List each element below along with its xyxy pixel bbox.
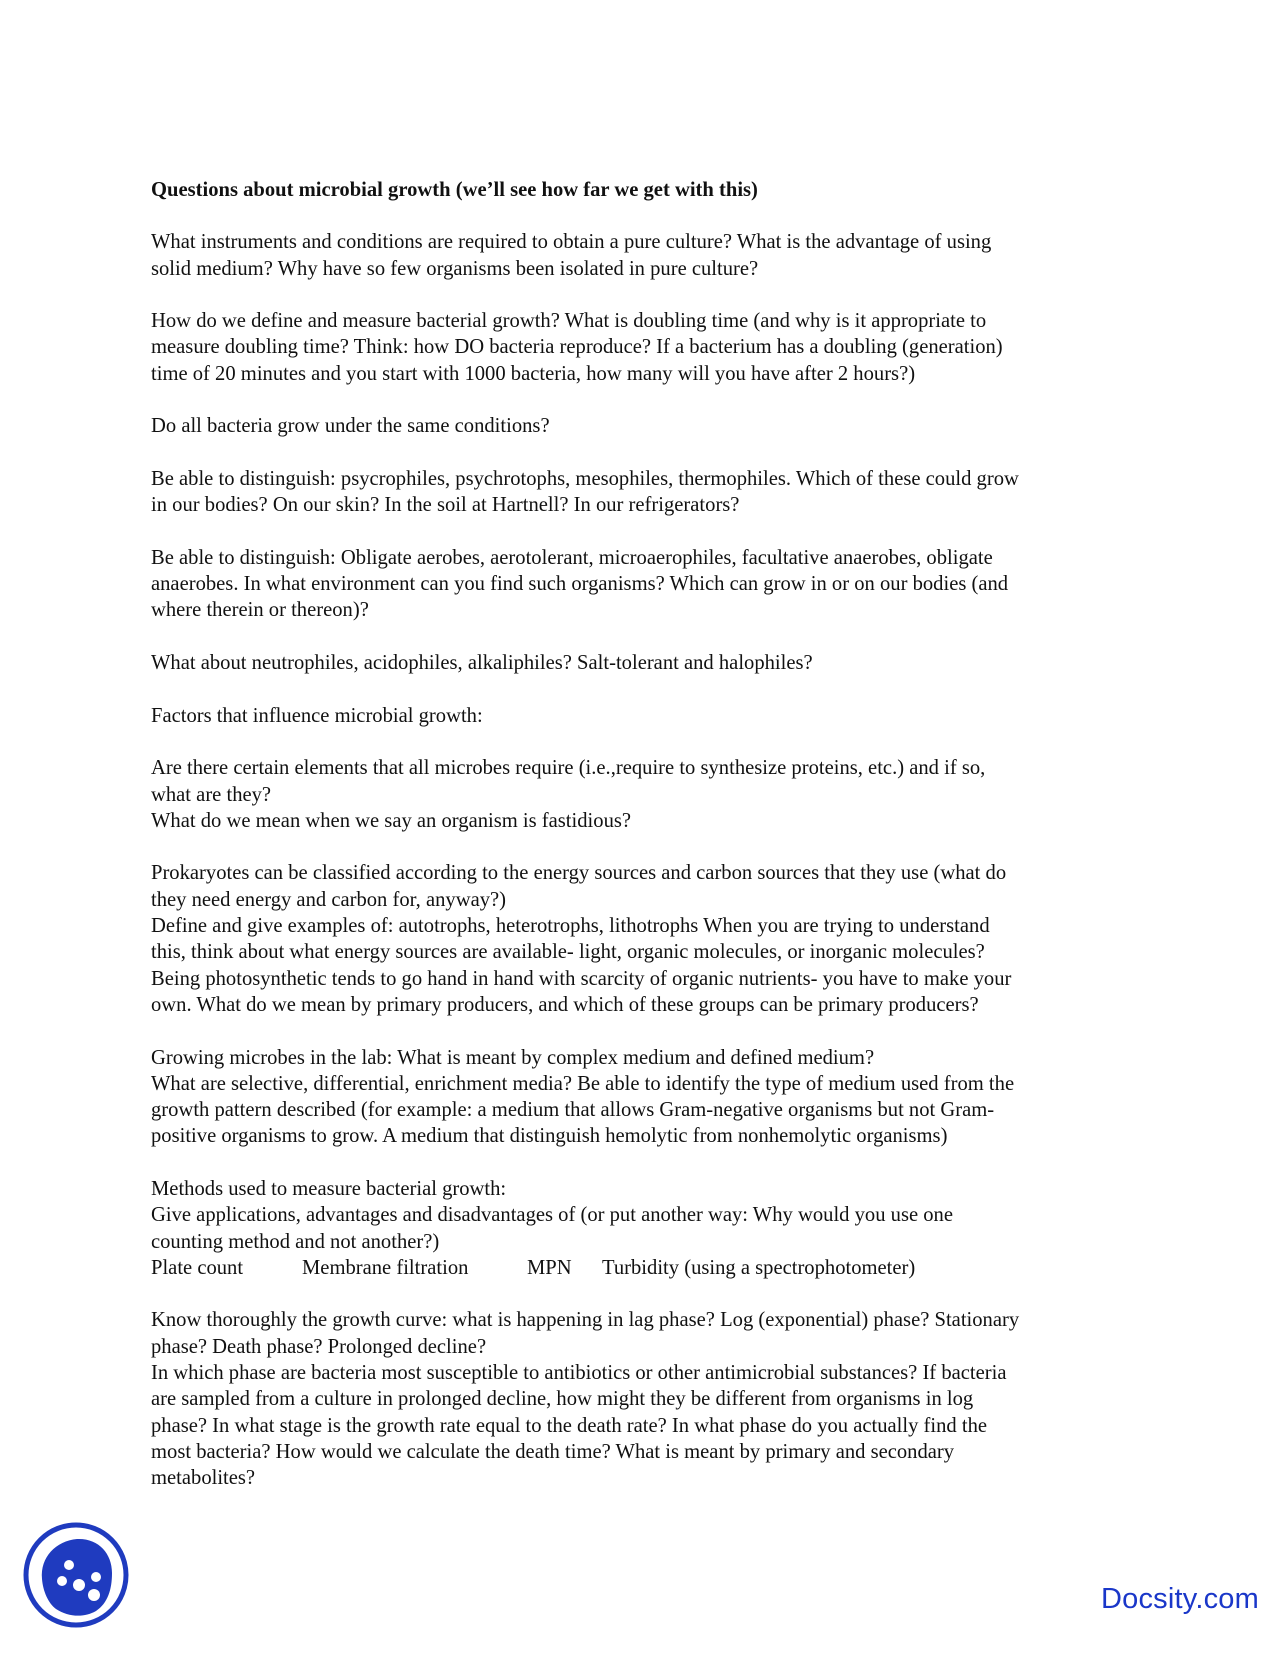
text-line: Factors that influence microbial growth:: [151, 704, 483, 727]
text-line: Being photosynthetic tends to go hand in hand with scarcity of organic nutrients- you have to make your: [151, 967, 1012, 990]
text-line: positive organisms to grow. A medium that distinguish hemolytic from nonhemolytic organisms): [151, 1125, 948, 1148]
text-line: what are they?: [151, 783, 272, 806]
text-line: Are there certain elements that all microbes require (i.e.,require to synthesize proteins, etc.) and if so,: [151, 757, 986, 780]
paragraph-lab-media: [151, 1045, 1136, 1150]
text-line: this, think about what energy sources are available- light, organic molecules, or inorganic molecules?: [151, 941, 985, 964]
text-line: metabolites?: [151, 1467, 256, 1490]
paragraph-temperature: [151, 466, 1136, 519]
text-line: What are selective, differential, enrichment media? Be able to identify the type of medium used from the: [151, 1072, 1015, 1095]
method-item: Membrane filtration: [302, 1256, 469, 1279]
text-line: Prokaryotes can be classified according to the energy sources and carbon sources that they use (what do: [151, 862, 1007, 885]
paragraph-prokaryotes: [151, 860, 1136, 1018]
text-line: Give applications, advantages and disadvantages of (or put another way: Why would you use one: [151, 1204, 953, 1227]
text-line: In which phase are bacteria most susceptible to antibiotics or other antimicrobial substances? If bacteria: [151, 1362, 1007, 1385]
text-line: phase? Death phase? Prolonged decline?: [151, 1335, 487, 1358]
text-line: Methods used to measure bacterial growth:: [151, 1177, 507, 1200]
text-line: are sampled from a culture in prolonged decline, how might they be different from organisms in log: [151, 1388, 974, 1411]
text-line: What instruments and conditions are required to obtain a pure culture? What is the advantage of using: [151, 231, 992, 254]
text-line: solid medium? Why have so few organisms been isolated in pure culture?: [151, 257, 759, 280]
text-line: What about neutrophiles, acidophiles, alkaliphiles? Salt-tolerant and halophiles?: [151, 652, 813, 675]
paragraph-oxygen: [151, 545, 1136, 624]
paragraph-factors: [151, 703, 1136, 729]
text-line: anaerobes. In what environment can you find such organisms? Which can grow in or on our bodies (and: [151, 573, 1009, 596]
text-line: time of 20 minutes and you start with 1000 bacteria, how many will you have after 2 hours?): [151, 362, 916, 385]
paragraph-conditions: [151, 413, 1136, 439]
paragraph-elements: [151, 755, 1136, 834]
text-line: they need energy and carbon for, anyway?): [151, 888, 507, 911]
method-item: Turbidity (using a spectrophotometer): [602, 1256, 916, 1279]
text-line: counting method and not another?): [151, 1230, 440, 1253]
text-line: in our bodies? On our skin? In the soil at Hartnell? In our refrigerators?: [151, 494, 740, 517]
paragraph-methods: [151, 1176, 1136, 1281]
text-line: measure doubling time? Think: how DO bacteria reproduce? If a bacterium has a doubling (generation): [151, 336, 1003, 359]
text-line: Be able to distinguish: Obligate aerobes, aerotolerant, microaerophiles, facultative anaerobes, obligate: [151, 546, 993, 569]
text-line: Know thoroughly the growth curve: what is happening in lag phase? Log (exponential) phase? Stationary: [151, 1309, 1020, 1332]
paragraph-bacterial-growth: [151, 308, 1136, 387]
text-line: growth pattern described (for example: a medium that allows Gram-negative organisms but not Gram-: [151, 1099, 995, 1122]
docsity-logo-icon: [22, 1521, 130, 1629]
text-line: Define and give examples of: autotrophs, heterotrophs, lithotrophs When you are trying to understand: [151, 915, 990, 938]
paragraph-pure-culture: [151, 229, 1136, 282]
text-line: Growing microbes in the lab: What is meant by complex medium and defined medium?: [151, 1046, 875, 1069]
method-item: Plate count: [151, 1256, 244, 1279]
paragraph-ph: [151, 650, 1136, 676]
text-line: most bacteria? How would we calculate the death time? What is meant by primary and secondary: [151, 1440, 955, 1463]
text-line: phase? In what stage is the growth rate equal to the death rate? In what phase do you actually find the: [151, 1414, 988, 1437]
text-line: Be able to distinguish: psycrophiles, psychrotophs, mesophiles, thermophiles. Which of these could grow: [151, 467, 1019, 490]
text-line: where therein or thereon)?: [151, 599, 369, 622]
text-line: Do all bacteria grow under the same conditions?: [151, 415, 550, 438]
text-line: How do we define and measure bacterial growth? What is doubling time (and why is it appropriate to: [151, 310, 987, 333]
paragraph-growth-curve: [151, 1307, 1136, 1491]
text-line: What do we mean when we say an organism is fastidious?: [151, 809, 632, 832]
document-body: [151, 177, 1136, 1518]
docsity-brand-link[interactable]: Docsity.com: [1101, 1583, 1259, 1615]
methods-list: [151, 1255, 1136, 1281]
method-item: MPN: [527, 1256, 572, 1279]
text-line: own. What do we mean by primary producers, and which of these groups can be primary producers?: [151, 993, 979, 1016]
document-title: Questions about microbial growth (we’ll see how far we get with this): [151, 179, 758, 201]
